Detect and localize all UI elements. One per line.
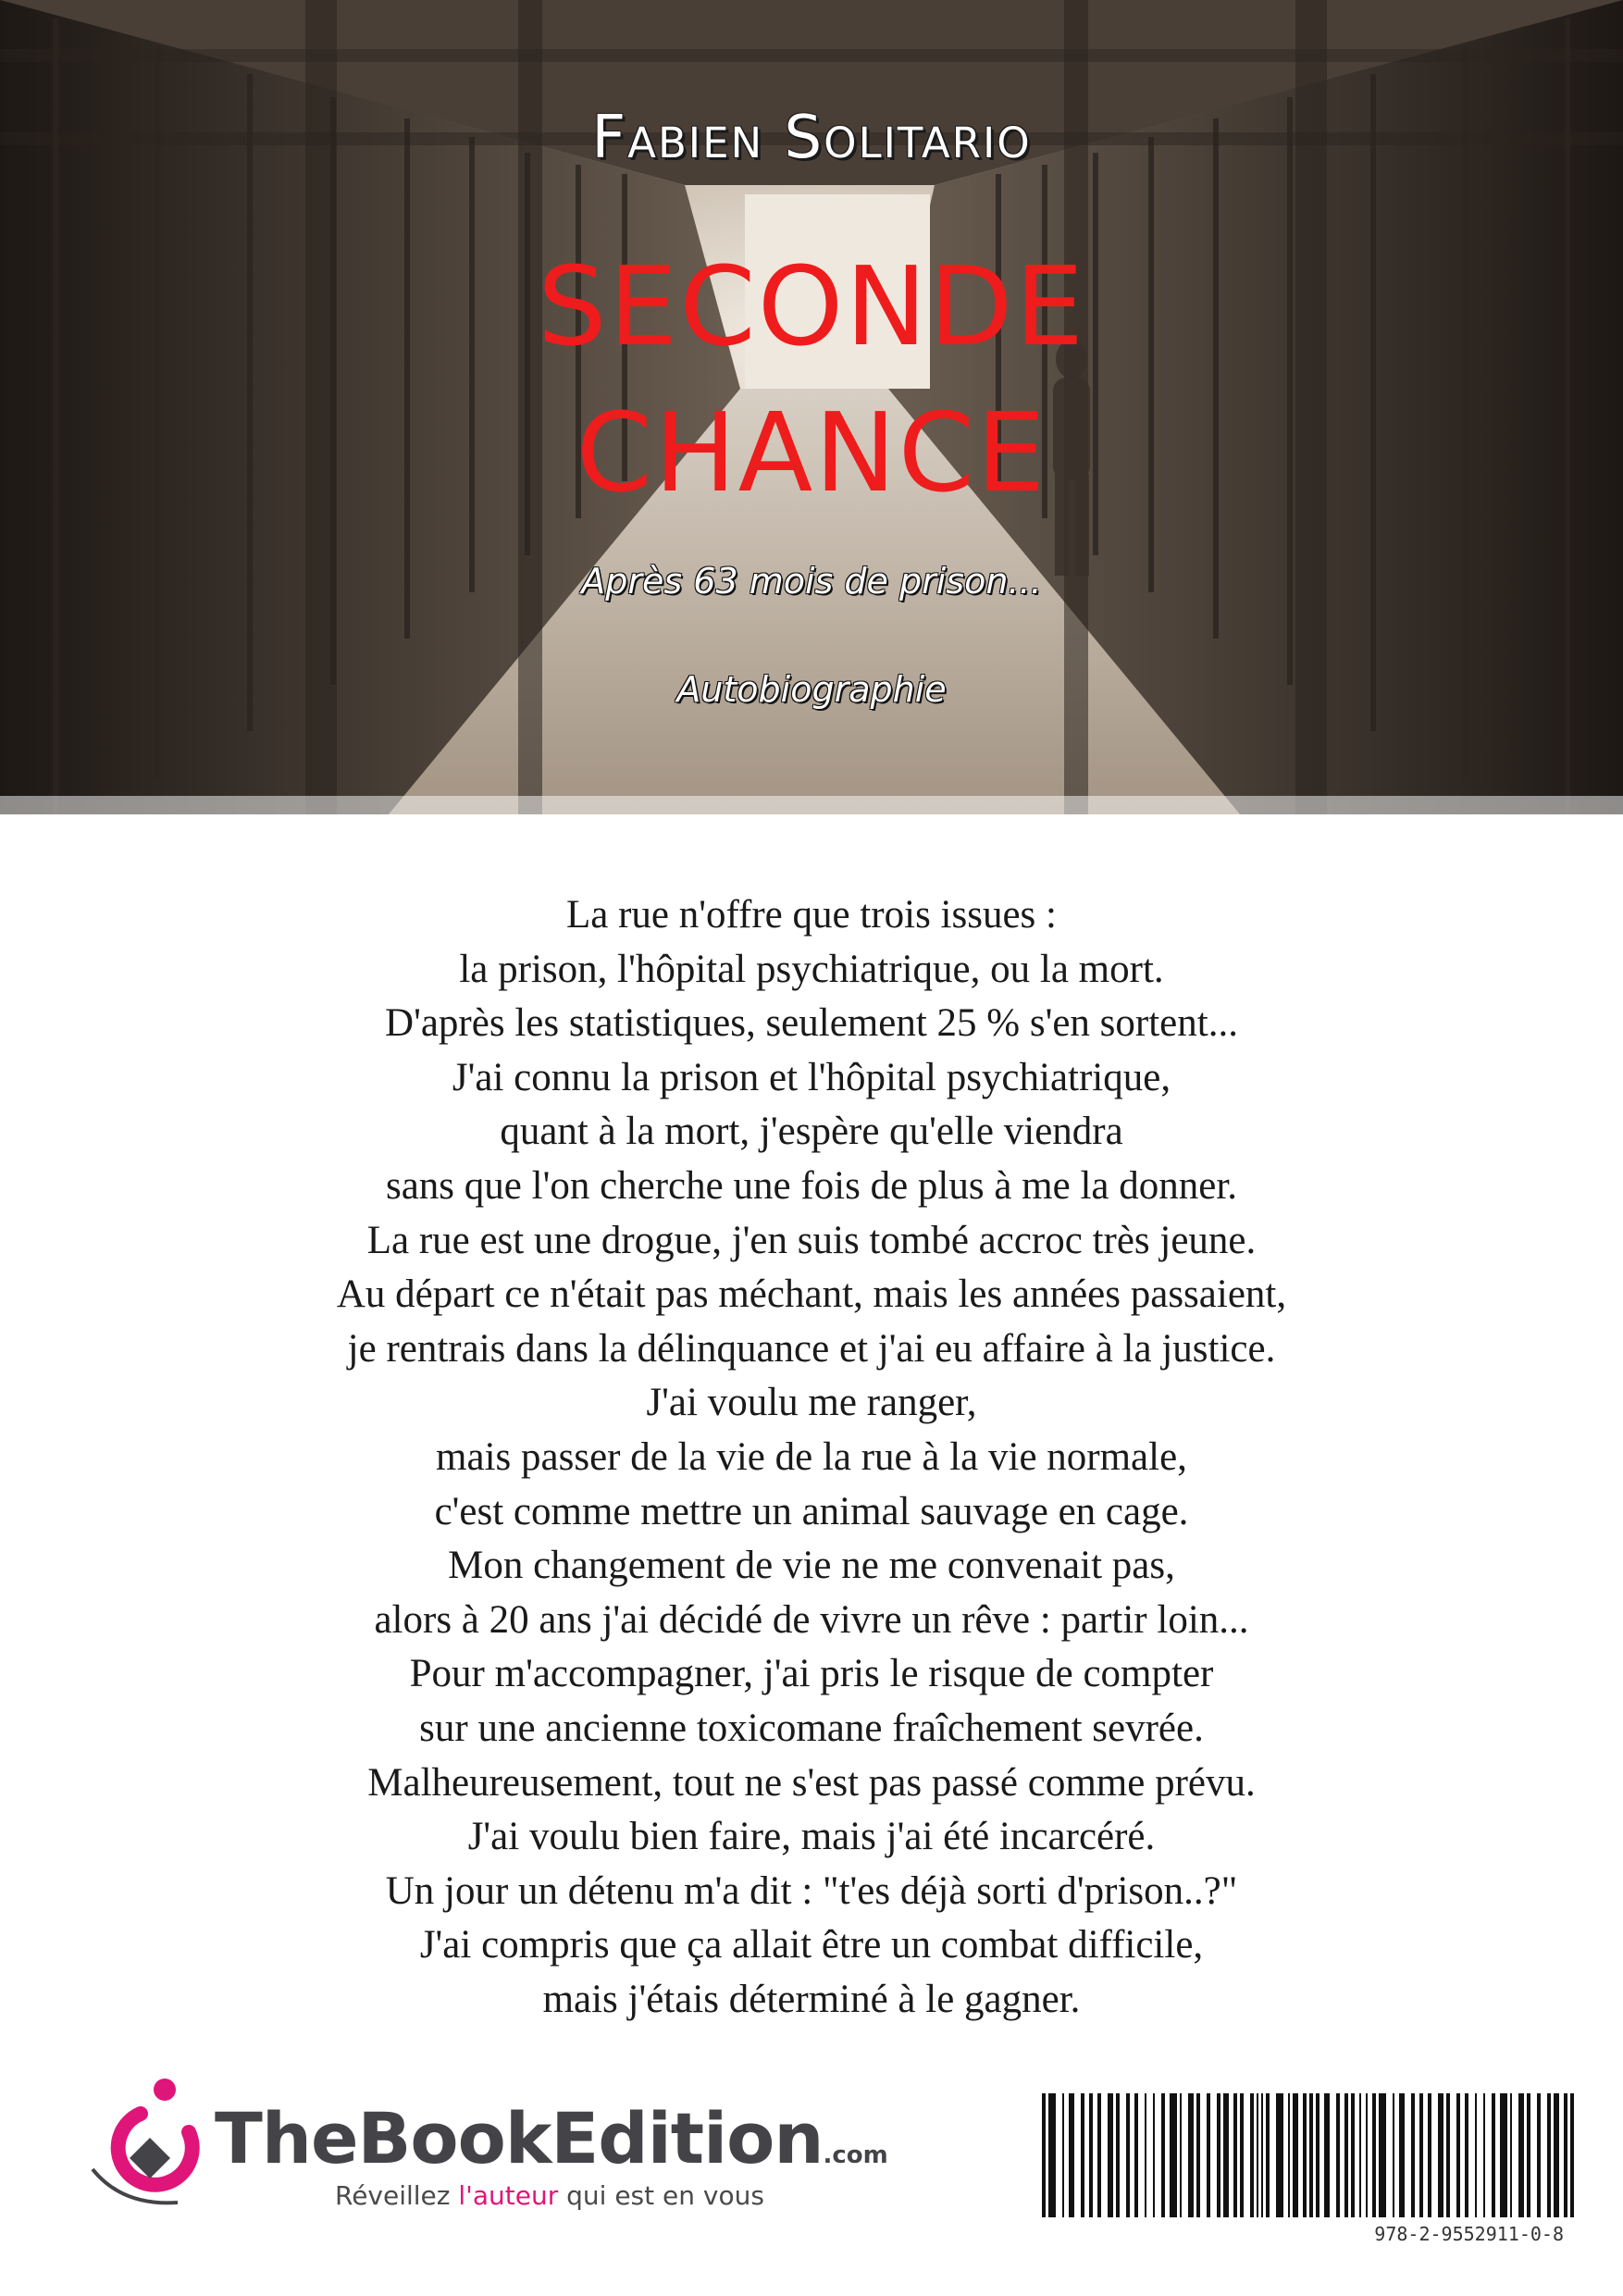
- blurb-line: c'est comme mettre un animal sauvage en cage.: [434, 1489, 1189, 1533]
- blurb-line: je rentrais dans la délinquance et j'ai eu affaire à la justice.: [347, 1326, 1276, 1371]
- tagline-before: Réveillez: [335, 2180, 459, 2211]
- barcode-bar: [1116, 2093, 1120, 2217]
- publisher-wordmark: [215, 2097, 888, 2179]
- genre-label: Autobiographie: [676, 669, 947, 710]
- barcode-bar: [1570, 2093, 1574, 2217]
- publisher-tagline: [335, 2180, 764, 2211]
- barcode-bar: [1288, 2093, 1290, 2217]
- barcode-bar: [1411, 2093, 1415, 2217]
- barcode-bar: [1537, 2093, 1541, 2217]
- barcode-bar: [1188, 2093, 1194, 2217]
- barcode-bar: [1126, 2093, 1130, 2217]
- barcode-bar: [1564, 2093, 1567, 2217]
- barcode-bar: [1276, 2093, 1283, 2217]
- barcode-bar: [1161, 2093, 1165, 2217]
- subtitle: Après 63 mois de prison...: [581, 561, 1042, 602]
- cover-photo: [0, 0, 1623, 814]
- barcode-bar: [1372, 2093, 1376, 2217]
- blurb-line: Pour m'accompagner, j'ai pris le risque de compter: [409, 1652, 1214, 1696]
- publisher-domain-suffix: .com: [823, 2141, 888, 2169]
- publisher-logo: [85, 2077, 888, 2215]
- publisher-name: TheBookEdition: [215, 2097, 824, 2179]
- barcode-bar: [1475, 2093, 1477, 2217]
- blurb-line: J'ai voulu bien faire, mais j'ai été incarcéré.: [467, 1815, 1156, 1859]
- barcode-bar: [1293, 2093, 1298, 2217]
- barcode-bar: [1108, 2093, 1113, 2217]
- blurb-line: La rue n'offre que trois issues :: [566, 893, 1057, 937]
- barcode-bar: [1510, 2093, 1512, 2217]
- blurb-line: La rue est une drogue, j'en suis tombé accroc très jeune.: [366, 1218, 1257, 1262]
- blurb-line: sans que l'on cherche une fois de plus à me la donner.: [385, 1163, 1238, 1208]
- barcode-bar: [1180, 2093, 1182, 2217]
- barcode-bar: [1483, 2093, 1485, 2217]
- publisher-emblem-icon: [85, 2077, 215, 2215]
- barcode-bar: [1261, 2093, 1263, 2217]
- blurb-line: mais j'étais déterminé à le gagner.: [542, 1977, 1081, 2021]
- barcode-bar: [1069, 2093, 1074, 2217]
- barcode-bar: [1336, 2093, 1340, 2217]
- back-cover-blurb: [0, 888, 1623, 2027]
- barcode-bar: [1379, 2093, 1386, 2217]
- barcode-bar: [1456, 2093, 1460, 2217]
- barcode-bar: [1366, 2093, 1368, 2217]
- barcode-bar: [1351, 2093, 1355, 2217]
- blurb-line: J'ai connu la prison et l'hôpital psychiatrique,: [452, 1055, 1171, 1099]
- barcode-bar: [1547, 2093, 1551, 2217]
- barcode-bar: [1062, 2093, 1064, 2217]
- barcode-bar: [1153, 2093, 1155, 2217]
- blurb-line: Un jour un détenu m'a dit : "t'es déjà sorti d'prison..?": [385, 1868, 1238, 1913]
- barcode-bar: [1207, 2093, 1210, 2217]
- barcode-bar: [1240, 2093, 1244, 2217]
- blurb-line: Malheureusement, tout ne s'est pas passé comme prévu.: [367, 1760, 1256, 1805]
- barcode-bar: [1492, 2093, 1495, 2217]
- barcode-bar: [1196, 2093, 1200, 2217]
- book-title-line-1: SECONDE: [537, 242, 1086, 370]
- barcode-bar: [1233, 2093, 1237, 2217]
- barcode-bar: [1048, 2093, 1056, 2217]
- blurb-line: J'ai voulu me ranger,: [646, 1381, 977, 1425]
- barcode-bar: [1223, 2093, 1229, 2217]
- barcode-bar: [1097, 2093, 1101, 2217]
- barcode-bar: [1465, 2093, 1468, 2217]
- barcode-bar: [1446, 2093, 1450, 2217]
- barcode-bar: [1316, 2093, 1319, 2217]
- barcode-bar: [1042, 2093, 1046, 2217]
- barcode-bar: [1324, 2093, 1330, 2217]
- barcode-bar: [1500, 2093, 1507, 2217]
- barcode-bar: [1257, 2093, 1258, 2217]
- barcode-bar: [1393, 2093, 1394, 2217]
- barcode-bar: [1518, 2093, 1524, 2217]
- blurb-line: Au départ ce n'était pas méchant, mais les années passaient,: [336, 1272, 1287, 1317]
- barcode-bar: [1217, 2093, 1220, 2217]
- blurb-line: alors à 20 ans j'ai décidé de vivre un rêve : partir loin...: [374, 1597, 1249, 1642]
- blurb-line: Mon changement de vie ne me convenait pas,: [448, 1544, 1175, 1588]
- barcode-bar: [1309, 2093, 1313, 2217]
- barcode-bar: [1250, 2093, 1254, 2217]
- blurb-line: D'après les statistiques, seulement 25 % s'en sortent...: [385, 1001, 1238, 1046]
- barcode-bar: [1554, 2093, 1559, 2217]
- barcode-bar: [1170, 2093, 1177, 2217]
- blurb-line: la prison, l'hôpital psychiatrique, ou la mort.: [459, 947, 1164, 991]
- barcode-bar: [1303, 2093, 1307, 2217]
- barcode-bar: [1399, 2093, 1405, 2217]
- barcode-bar: [1145, 2093, 1146, 2217]
- barcode-bar: [1419, 2093, 1423, 2217]
- barcode-bar: [1089, 2093, 1093, 2217]
- author-name: Fabien Solitario: [591, 104, 1032, 172]
- tagline-accent: l'auteur: [458, 2180, 559, 2211]
- barcode-bar: [1428, 2093, 1431, 2217]
- barcode-bar: [1438, 2093, 1443, 2217]
- barcode-bar: [1344, 2093, 1348, 2217]
- blurb-line: mais passer de la vie de la rue à la vie normale,: [436, 1434, 1187, 1479]
- barcode-bars: [1036, 2093, 1586, 2217]
- blurb-line: quant à la mort, j'espère qu'elle viendra: [500, 1110, 1123, 1154]
- isbn-number: 978-2-9552911-0-8: [1374, 2223, 1564, 2245]
- barcode-bar: [1081, 2093, 1084, 2217]
- barcode-bar: [1527, 2093, 1530, 2217]
- book-title-line-2: CHANCE: [576, 389, 1047, 516]
- isbn-barcode: [1036, 2093, 1586, 2251]
- barcode-bar: [1359, 2093, 1361, 2217]
- barcode-bar: [1266, 2093, 1270, 2217]
- blurb-line: sur une ancienne toxicomane fraîchement sevrée.: [419, 1706, 1204, 1750]
- blurb-line: J'ai compris que ça allait être un combat difficile,: [419, 1923, 1204, 1967]
- barcode-bar: [1134, 2093, 1138, 2217]
- tagline-after: qui est en vous: [558, 2180, 764, 2211]
